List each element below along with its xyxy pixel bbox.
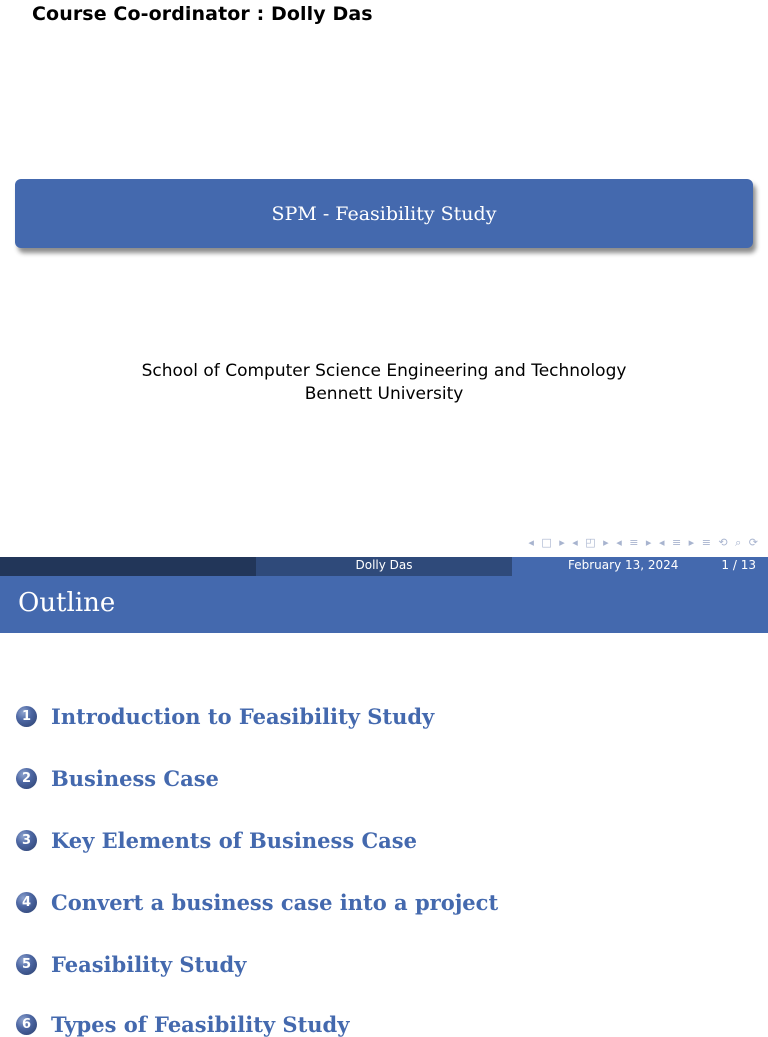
number-ball-icon: 1 <box>16 706 37 727</box>
toc-item-label[interactable]: Feasibility Study <box>51 952 247 977</box>
slide-title-text: SPM - Feasibility Study <box>271 202 497 225</box>
toc-item[interactable] <box>16 766 219 791</box>
number-ball-icon: 2 <box>16 768 37 789</box>
footer-author: Dolly Das <box>256 557 512 576</box>
toc-item-label[interactable]: Convert a business case into a project <box>51 890 499 915</box>
toc-item-label[interactable]: Business Case <box>51 766 219 791</box>
toc-item-label[interactable]: Introduction to Feasibility Study <box>51 704 435 729</box>
toc-item[interactable] <box>16 828 417 853</box>
number-ball-icon: 4 <box>16 892 37 913</box>
title-box <box>15 179 753 248</box>
course-coordinator: Course Co-ordinator : Dolly Das <box>32 3 373 25</box>
outline-title: Outline <box>18 588 116 618</box>
slide-outline <box>0 576 768 1037</box>
footer-right <box>512 557 768 576</box>
number-ball-icon: 6 <box>16 1014 37 1035</box>
toc-item[interactable] <box>16 952 246 977</box>
footer-left <box>0 557 256 576</box>
footer-date: February 13, 2024 <box>568 558 679 572</box>
number-ball-icon: 5 <box>16 954 37 975</box>
school-name: School of Computer Science Engineering and Technology <box>141 361 627 381</box>
footer-bar <box>0 557 768 576</box>
university-name: Bennett University <box>304 384 464 404</box>
outline-header <box>0 576 768 633</box>
number-ball-icon: 3 <box>16 830 37 851</box>
toc-item[interactable] <box>16 704 434 729</box>
toc-item-label[interactable]: Key Elements of Business Case <box>51 828 417 853</box>
toc-item[interactable] <box>16 890 498 915</box>
footer-page-number: 1 / 13 <box>721 558 756 572</box>
toc-item[interactable] <box>16 1012 349 1037</box>
navigation-symbols[interactable]: ◂ □ ▸ ◂ ◰ ▸ ◂ ≡ ▸ ◂ ≡ ▸ ≡ ⟲ ⌕ ⟳ <box>528 536 760 549</box>
toc-item-label[interactable]: Types of Feasibility Study <box>51 1012 350 1037</box>
